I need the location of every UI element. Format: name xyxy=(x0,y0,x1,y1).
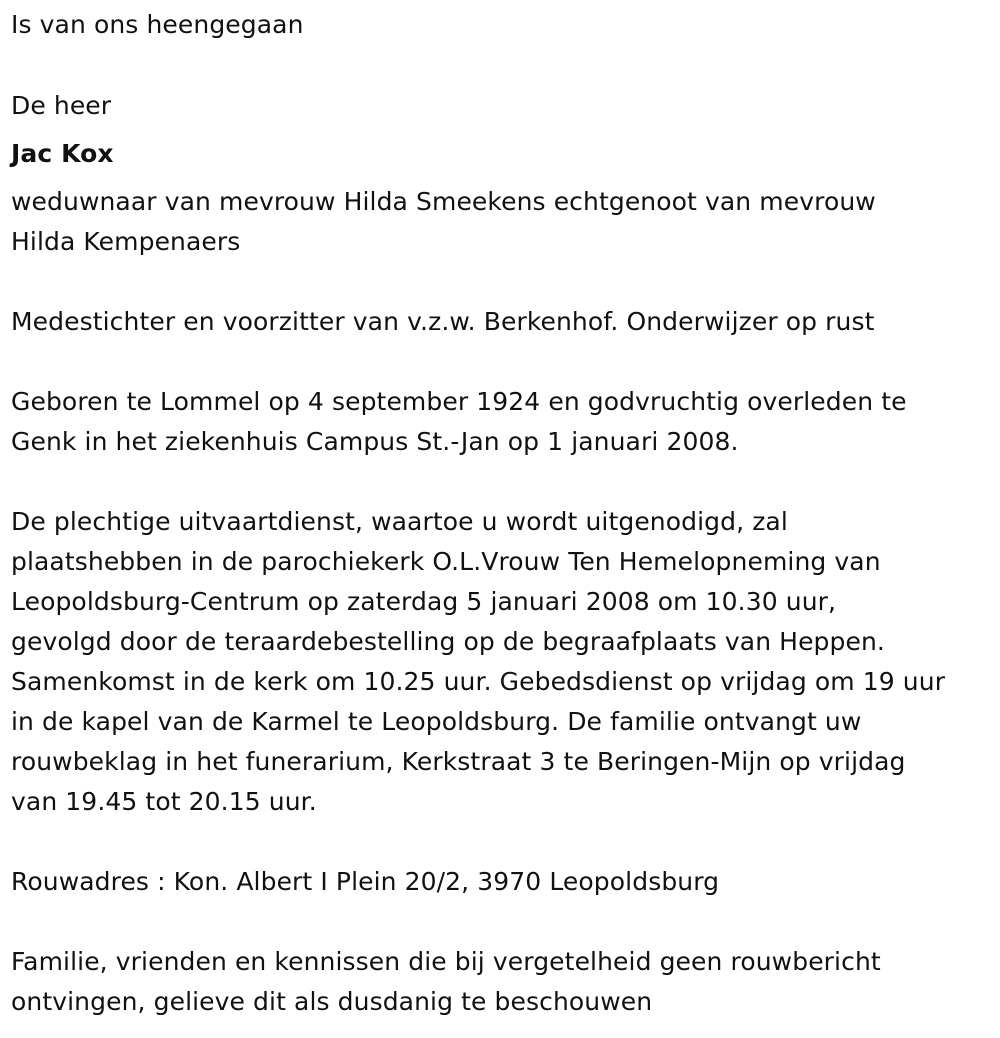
relation-line: weduwnaar van mevrouw Hilda Smeekens echtgenoot van mevrouw xyxy=(11,187,876,216)
ceremony-line: Leopoldsburg-Centrum op zaterdag 5 januari 2008 om 10.30 uur, xyxy=(11,587,837,616)
birth-line: Genk in het ziekenhuis Campus St.-Jan op 1 januari 2008. xyxy=(11,427,739,456)
salutation-text: De heer xyxy=(11,91,112,120)
closing-line: ontvingen, gelieve dit als dusdanig te beschouwen xyxy=(11,987,653,1016)
ceremony-line: rouwbeklag in het funerarium, Kerkstraat 3 te Beringen-Mijn op vrijdag xyxy=(11,747,906,776)
ceremony-line: Samenkomst in de kerk om 10.25 uur. Gebedsdienst op vrijdag om 19 uur xyxy=(11,667,946,696)
ceremony-line: in de kapel van de Karmel te Leopoldsburg. De familie ontvangt uw xyxy=(11,707,862,736)
ceremony-line: plaatshebben in de parochiekerk O.L.Vrouw Ten Hemelopneming van xyxy=(11,547,881,576)
ceremony-line: De plechtige uitvaartdienst, waartoe u wordt uitgenodigd, zal xyxy=(11,507,788,536)
closing-line: Familie, vrienden en kennissen die bij vergetelheid geen rouwbericht xyxy=(11,947,881,976)
role-line: Medestichter en voorzitter van v.z.w. Berkenhof. Onderwijzer op rust xyxy=(11,307,875,336)
deceased-name: Jac Kox xyxy=(11,139,114,168)
ceremony-line: gevolgd door de teraardebestelling op de begraafplaats van Heppen. xyxy=(11,627,885,656)
intro-text: Is van ons heengegaan xyxy=(11,10,304,39)
relation-line: Hilda Kempenaers xyxy=(11,227,241,256)
birth-line: Geboren te Lommel op 4 september 1924 en godvruchtig overleden te xyxy=(11,387,907,416)
address-line: Rouwadres : Kon. Albert I Plein 20/2, 3970 Leopoldsburg xyxy=(11,867,720,896)
ceremony-line: van 19.45 tot 20.15 uur. xyxy=(11,787,317,816)
